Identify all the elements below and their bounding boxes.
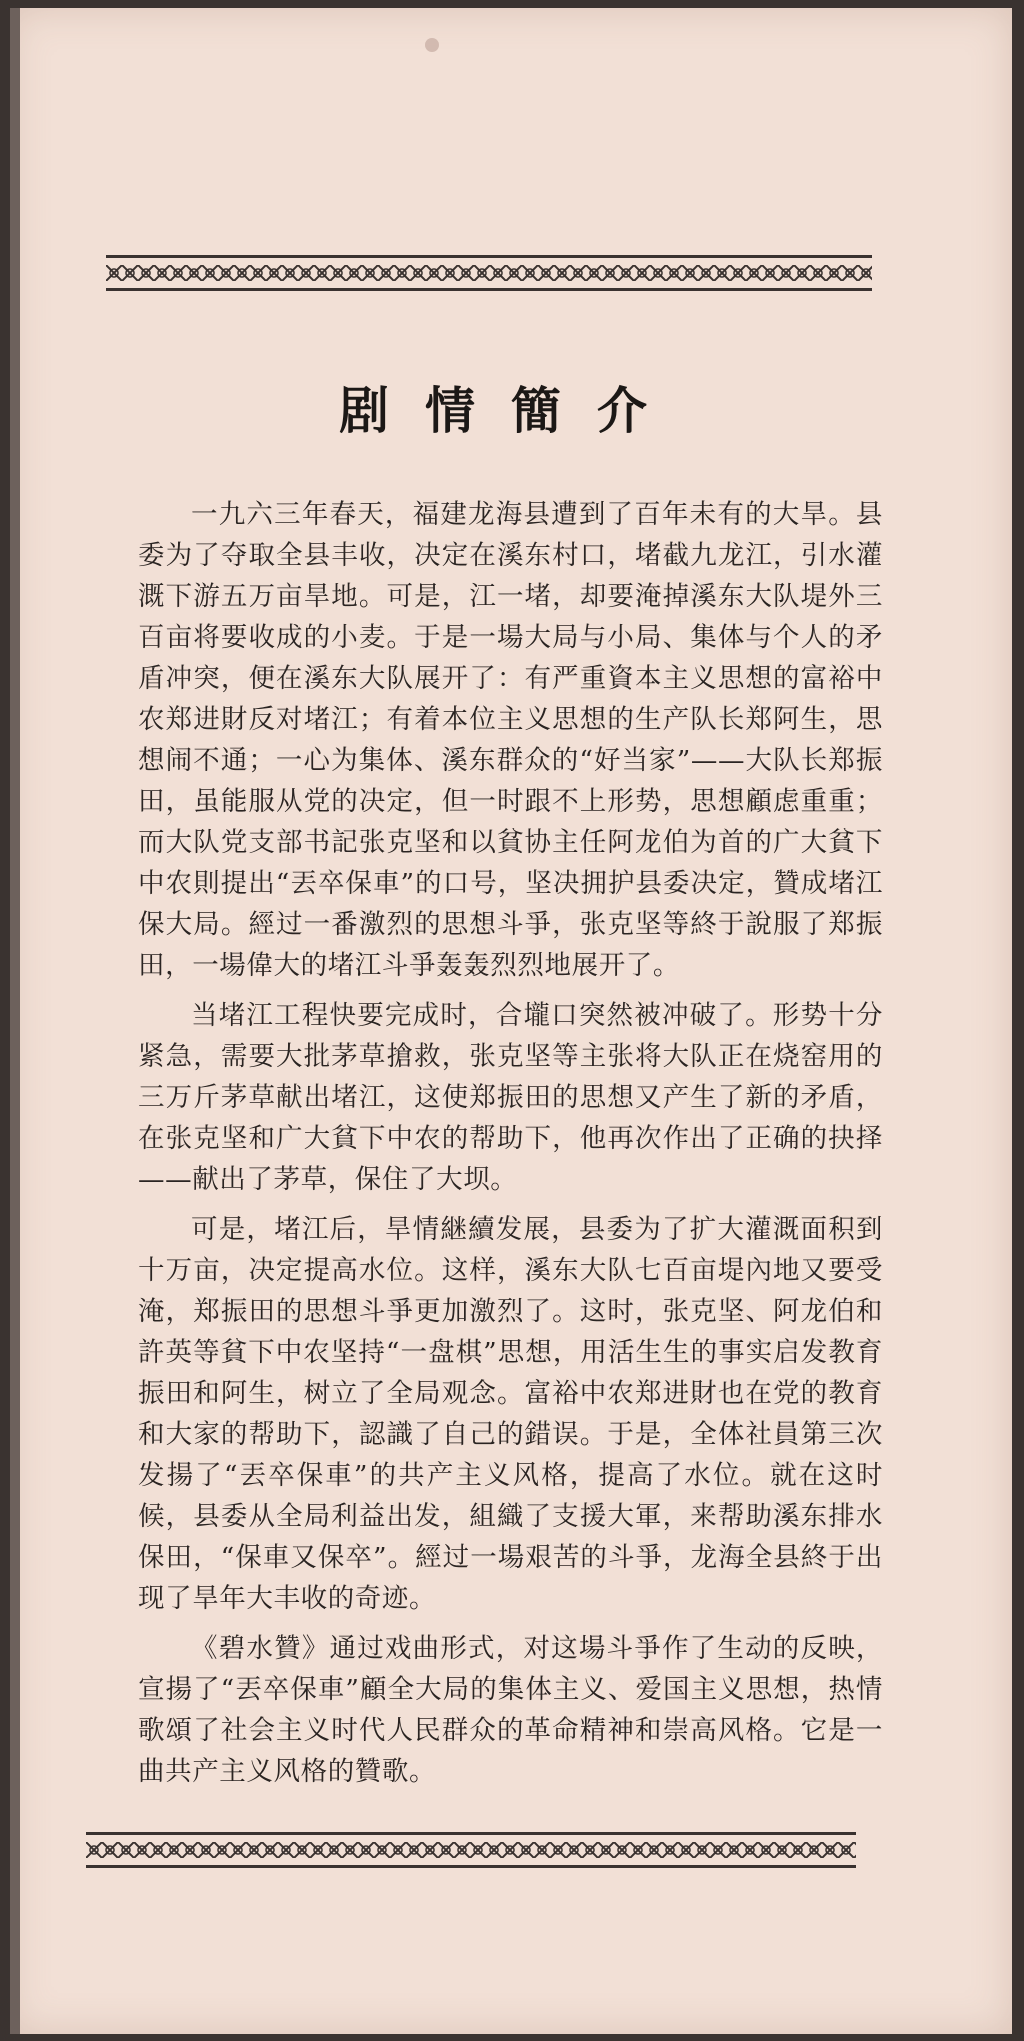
page-title: 剧情簡介: [339, 382, 683, 440]
paragraph: 可是，堵江后，旱情継續发展，县委为了扩大灌溉面积到十万亩，决定提高水位。这样，溪东大队七百亩堤內地又要受淹，郑振田的思想斗爭更加激烈了。这时，张克坚、阿龙伯和許英等貧下中农坚持“一盘棋”思想，用活生生的事实启发教育振田和阿生，树立了全局观念。富裕中农郑进財也在党的教育和大家的帮助下，認識了自己的錯误。于是，全体社員第三次发揚了“丟卒保車”的共产主义风格，提高了水位。就在这时候，县委从全局利益出发，組織了支援大軍，来帮助溪东排水保田，“保車又保卒”。經过一場艰苦的斗爭，龙海全县終于出现了旱年大丰收的奇迹。: [138, 1214, 883, 1614]
paragraph: 《碧水贊》通过戏曲形式，对这場斗爭作了生动的反映，宣揚了“丟卒保車”顧全大局的集体主义、爱国主义思想，热情歌頌了社会主义时代人民群众的革命精神和崇高风格。它是一曲共产主义风格的贊歌。: [138, 1633, 883, 1787]
decorative-border-bottom: [86, 1832, 856, 1868]
decorative-border-top: [106, 255, 872, 291]
synopsis-body: [138, 494, 883, 1801]
paragraph: 一九六三年春天，福建龙海县遭到了百年未有的大旱。县委为了夺取全县丰收，决定在溪东村口，堵截九龙江，引水灌溉下游五万亩旱地。可是，江一堵，却要淹掉溪东大队堤外三百亩将要收成的小麦。于是一場大局与小局、集体与个人的矛盾冲突，便在溪东大队展开了：有严重資本主义思想的富裕中农郑进財反对堵江；有着本位主义思想的生产队长郑阿生，思想闹不通；一心为集体、溪东群众的“好当家”——大队长郑振田，虽能服从党的决定，但一时跟不上形势，思想顧虑重重；而大队党支部书記张克坚和以貧协主任阿龙伯为首的广大貧下中农則提出“丟卒保車”的口号，坚决拥护县委决定，贊成堵江保大局。經过一番激烈的思想斗爭，张克坚等終于說服了郑振田，一場偉大的堵江斗爭轰轰烈烈地展开了。: [138, 499, 883, 981]
paper-stain: [425, 38, 439, 52]
page-edge-shadow: [10, 8, 20, 2034]
paragraph: 当堵江工程快要完成时，合壠口突然被冲破了。形势十分紧急，需要大批茅草搶救，张克坚等主张将大队正在烧窑用的三万斤茅草献出堵江，这使郑振田的思想又产生了新的矛盾，在张克坚和广大貧下中农的帮助下，他再次作出了正确的抉择——献出了茅草，保住了大坝。: [138, 1000, 883, 1195]
document-page: [10, 8, 1012, 2034]
